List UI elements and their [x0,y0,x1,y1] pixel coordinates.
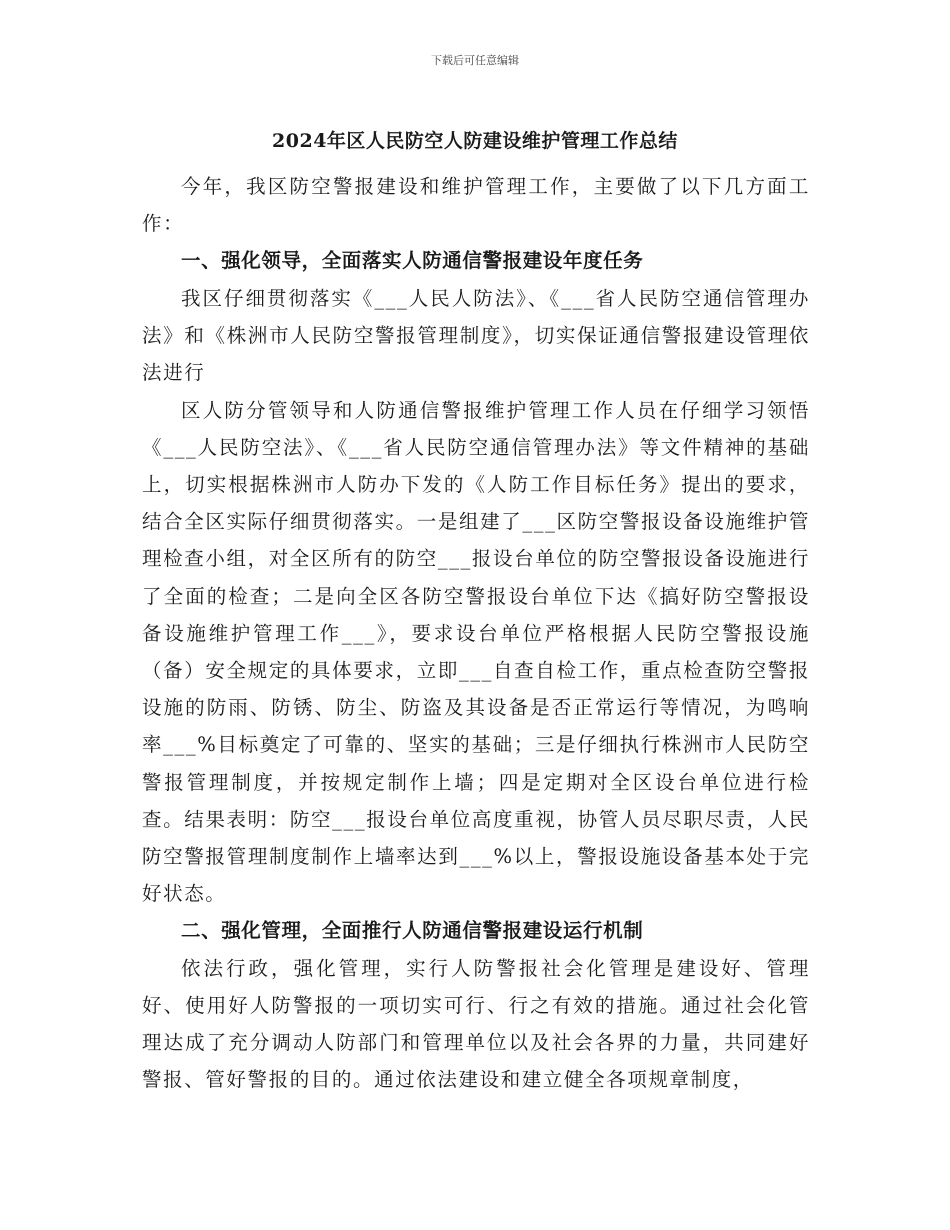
document-body [142,168,810,1099]
page-header-note: 下载后可任意编辑 [431,54,519,67]
paragraph-management: 依法行政，强化管理，实行人防警报社会化管理是建设好、管理好、使用好人防警报的一项切实可行、行之有效的措施。通过社会化管理达成了充分调动人防部门和管理单位以及社会各界的力量，共同建好警报、管好警报的目的。通过依法建设和建立健全各项规章制度， [142,956,810,1092]
paragraph-implementation: 区人防分管领导和人防通信警报维护管理工作人员在仔细学习领悟《___人民防空法》、《___省人民防空通信管理办法》等文件精神的基础上，切实根据株洲市人防办下发的《人防工作目标任务》提出的要求，结合全区实际仔细贯彻落实。一是组建了___区防空警报设备设施维护管理检查小组，对全区所有的防空___报设台单位的防空警报设备设施进行了全面的检查；二是向全区各防空警报设台单位下达《搞好防空警报设备设施维护管理工作___》，要求设台单位严格根据人民防空警报设施（备）安全规定的具体要求，立即___自查自检工作，重点检查防空警报设施的防雨、防锈、防尘、防盗及其设备是否正常运行等情况，为鸣响率___%目标奠定了可靠的、坚实的基础；三是仔细执行株洲市人民防空警报管理制度，并按规定制作上墙；四是定期对全区设台单位进行检查。结果表明：防空___报设台单位高度重视，协管人员尽职尽责，人民防空警报管理制度制作上墙率达到___%以上，警报设施设备基本处于完好状态。 [142,398,810,906]
document-title: 2024年区人民防空人防建设维护管理工作总结 [272,130,678,152]
section-heading-1: 一、强化领导，全面落实人防通信警报建设年度任务 [181,249,644,273]
paragraph-intro: 今年，我区防空警报建设和维护管理工作，主要做了以下几方面工作： [142,175,810,236]
paragraph-laws: 我区仔细贯彻落实《___人民人防法》、《___省人民防空通信管理办法》和《株洲市人民防空警报管理制度》，切实保证通信警报建设管理依法进行 [142,286,810,385]
section-heading-2: 二、强化管理，全面推行人防通信警报建设运行机制 [181,919,644,943]
